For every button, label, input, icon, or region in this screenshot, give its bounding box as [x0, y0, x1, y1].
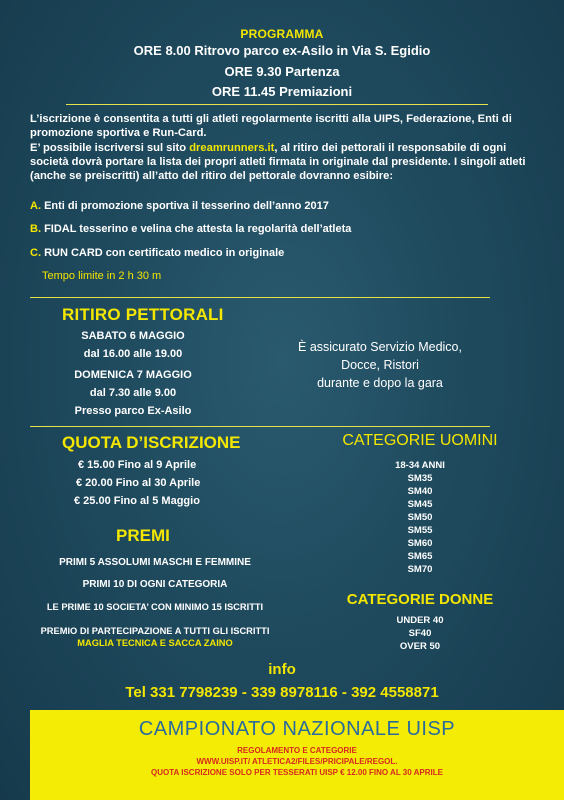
- list-item-c: [30, 247, 284, 259]
- ritiro-line: dal 16.00 alle 19.00: [83, 348, 183, 360]
- list-item-a: [30, 200, 329, 212]
- premi-line: LE PRIME 10 SOCIETA’ CON MINIMO 15 ISCRITTI: [46, 602, 264, 612]
- campionato-banner: [30, 710, 564, 800]
- quota-line: € 25.00 Fino al 5 Maggio: [74, 495, 200, 507]
- ritiro-line: Presso parco Ex-Asilo: [74, 405, 192, 417]
- servizi-line: Docce, Ristori: [341, 358, 419, 372]
- list-item-b: [30, 223, 351, 235]
- categoria-uomini-item: SM50: [407, 512, 433, 523]
- time-limit: Tempo limite in 2 h 30 m: [42, 270, 162, 282]
- paragraph-2-suffix: , al ritiro dei pettorali il responsabile di ogni società dovrà portare la lista dei propri atleti firmata in originale dal presidente. I singoli atleti (anche se preiscritti) all’atto del ritiro del pettorale dovranno esibire:: [30, 142, 526, 182]
- list-letter: C.: [30, 247, 41, 259]
- categoria-donne-item: OVER 50: [399, 641, 441, 652]
- list-letter: A.: [30, 200, 41, 212]
- paragraph-2-prefix: E’ possibile iscriversi sul sito: [30, 142, 190, 154]
- info-phones: Tel 331 7798239 - 339 8978116 - 392 4558871: [125, 684, 439, 701]
- list-letter: B.: [30, 223, 41, 235]
- categoria-uomini-item: SM65: [407, 551, 433, 562]
- categoria-uomini-item: SM55: [407, 525, 433, 536]
- quota-line: € 15.00 Fino al 9 Aprile: [78, 459, 197, 471]
- info-title: info: [268, 661, 296, 678]
- iscrizione-paragraph-1: L’iscrizione è consentita a tutti gli atleti regolarmente iscritti alla UIPS, Federazione, Enti di promozione sportiva e Run-Card.: [30, 113, 512, 139]
- banner-line-3: QUOTA ISCRIZIONE SOLO PER TESSERATI UISP € 12.00 FINO AL 30 APRILE: [151, 768, 443, 777]
- quota-title: QUOTA D’ISCRIZIONE: [62, 433, 241, 452]
- ritiro-line: SABATO 6 MAGGIO: [81, 330, 185, 342]
- ritiro-title: RITIRO PETTORALI: [62, 305, 224, 324]
- programma-line-ritrovo: ORE 8.00 Ritrovo parco ex-Asilo in Via S. Egidio: [133, 43, 431, 58]
- quota-line: € 20.00 Fino al 30 Aprile: [76, 477, 201, 489]
- banner-line-1: REGOLAMENTO E CATEGORIE: [237, 746, 357, 755]
- servizi-line: È assicurato Servizio Medico,: [298, 340, 462, 354]
- categoria-uomini-item: SM70: [407, 564, 433, 575]
- ritiro-line: DOMENICA 7 MAGGIO: [74, 369, 192, 381]
- categoria-donne-item: SF40: [408, 628, 432, 639]
- divider-middle: [30, 297, 490, 298]
- ritiro-line: dal 7.30 alle 9.00: [89, 387, 177, 399]
- premi-title: PREMI: [116, 526, 170, 545]
- banner-title: CAMPIONATO NAZIONALE UISP: [138, 718, 456, 740]
- divider-lower: [30, 426, 490, 427]
- categoria-uomini-item: SM60: [407, 538, 433, 549]
- iscrizione-paragraph-2: [30, 141, 538, 183]
- premi-extra: MAGLIA TECNICA E SACCA ZAINO: [77, 638, 233, 648]
- servizi-line: durante e dopo la gara: [317, 376, 443, 390]
- list-text: FIDAL tesserino e velina che attesta la regolarità dell’atleta: [44, 223, 352, 235]
- categoria-uomini-item: 18-34 ANNI: [395, 460, 445, 471]
- programma-line-partenza: ORE 9.30 Partenza: [224, 64, 340, 79]
- premi-line: PRIMI 10 DI OGNI CATEGORIA: [82, 579, 228, 590]
- categorie-donne-title: CATEGORIE DONNE: [346, 591, 494, 608]
- categoria-donne-item: UNDER 40: [396, 615, 444, 626]
- premi-line: PRIMI 5 ASSOLUMI MASCHI E FEMMINE: [59, 557, 251, 568]
- categoria-uomini-item: SM40: [407, 486, 433, 497]
- categorie-uomini-title: CATEGORIE UOMINI: [342, 432, 498, 449]
- site-link[interactable]: dreamrunners.it: [189, 142, 275, 154]
- premi-line: PREMIO DI PARTECIPAZIONE A TUTTI GLI ISCRITTI: [40, 626, 270, 636]
- banner-line-2[interactable]: WWW.UISP.IT/ ATLETICA2/FILES/PRICIPALE/REGOL.: [196, 757, 398, 766]
- programma-line-premiazioni: ORE 11.45 Premiazioni: [211, 84, 353, 99]
- divider-top: [66, 104, 488, 105]
- categoria-uomini-item: SM35: [407, 473, 433, 484]
- list-text: Enti di promozione sportiva il tesserino dell’anno 2017: [44, 200, 329, 212]
- programma-title: PROGRAMMA: [240, 27, 324, 41]
- categoria-uomini-item: SM45: [407, 499, 433, 510]
- list-text: RUN CARD con certificato medico in originale: [44, 247, 285, 259]
